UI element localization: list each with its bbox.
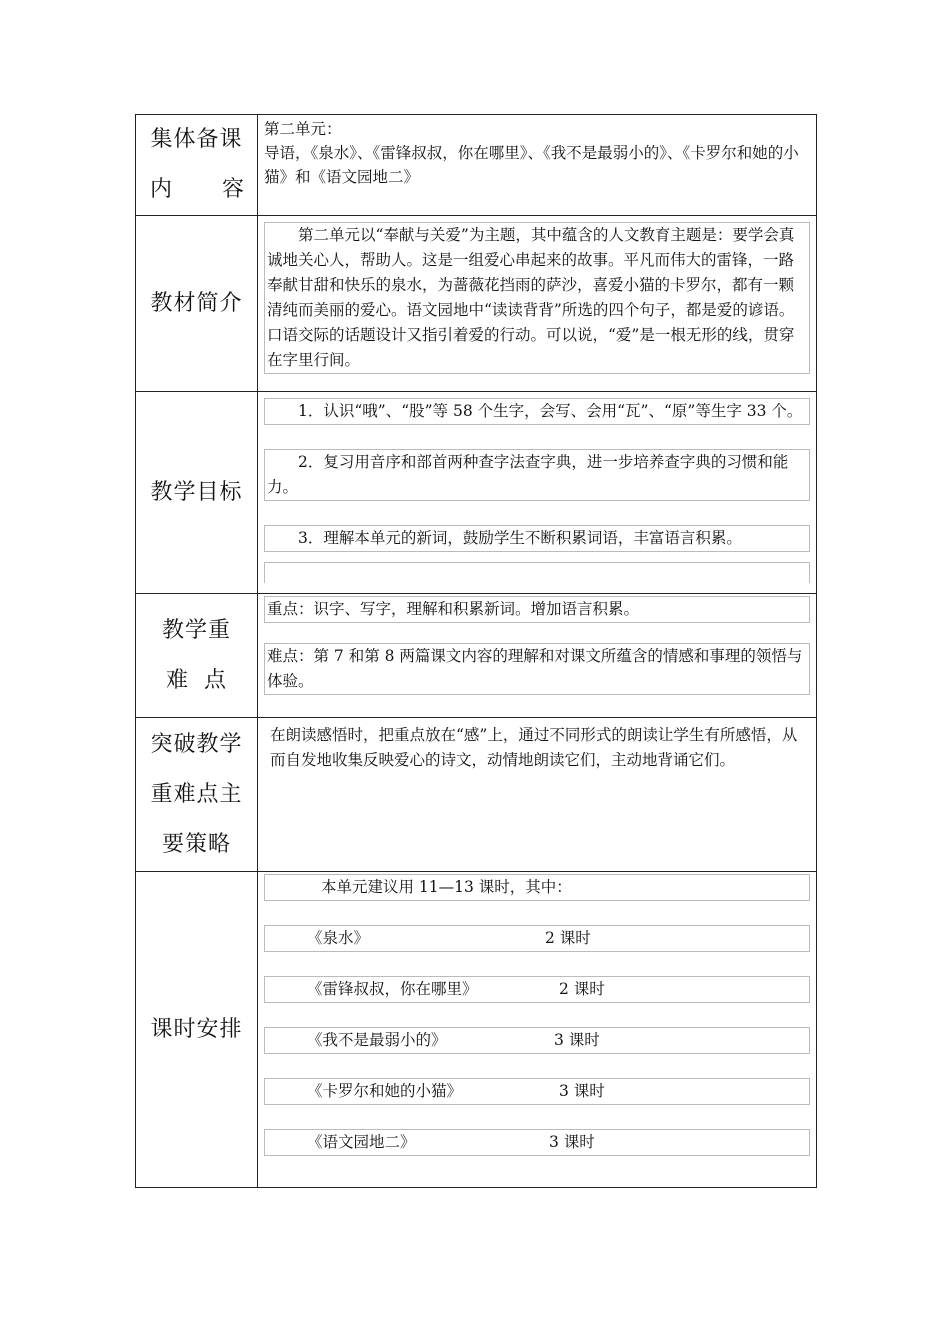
goal-item: 3．理解本单元的新词，鼓励学生不断积累词语，丰富语言积累。 <box>264 525 810 552</box>
goal-item: 1．认识“哦”、“股”等 58 个生字，会写、会用“瓦”、“原”等生字 33 个。 <box>264 398 810 425</box>
label-char: 难 <box>166 667 190 693</box>
row-content <box>136 115 817 216</box>
label-line <box>136 165 257 215</box>
schedule-hours: 3 课时 <box>549 1133 595 1151</box>
row-key-points <box>136 594 817 718</box>
schedule-hours: 2 课时 <box>559 980 605 998</box>
row-goals <box>136 392 817 594</box>
schedule-intro: 本单元建议用 11—13 课时，其中： <box>264 874 810 901</box>
schedule-item <box>264 1078 810 1105</box>
lesson-plan-table <box>135 114 817 1188</box>
content-strategy <box>258 718 817 872</box>
label-goals: 教学目标 <box>136 392 258 594</box>
label-line: 突破教学 <box>150 731 243 757</box>
schedule-title: 《卡罗尔和她的小猫》 <box>307 1082 463 1100</box>
content-key-points <box>258 594 817 718</box>
label-char: 点 <box>203 667 227 693</box>
schedule-title: 《雷锋叔叔，你在哪里》 <box>307 980 478 998</box>
schedule-item <box>264 925 810 952</box>
label-schedule: 课时安排 <box>136 872 258 1188</box>
schedule-hours: 3 课时 <box>559 1082 605 1100</box>
key-point: 重点：识字、写字，理解和积累新词。增加语言积累。 <box>264 596 810 623</box>
label-char: 内 <box>150 177 174 202</box>
label-char: 容 <box>221 177 245 202</box>
schedule-item <box>264 976 810 1003</box>
label-content <box>136 115 258 216</box>
label-line: 集体备课 <box>150 127 243 152</box>
label-strategy <box>136 718 258 872</box>
goal-item: 2．复习用音序和部首两种查字法查字典，进一步培养查字典的习惯和能力。 <box>264 449 810 501</box>
content-unit <box>258 115 817 216</box>
label-line: 教学重 <box>161 617 231 643</box>
goal-blank <box>264 562 810 583</box>
row-strategy <box>136 718 817 872</box>
unit-lessons: 导语，《泉水》、《雷锋叔叔，你在哪里》、《我不是最弱小的》、《卡罗尔和她的小猫》和《语文园地二》 <box>264 144 799 186</box>
schedule-item <box>264 1129 810 1156</box>
schedule-title: 《泉水》 <box>307 929 370 947</box>
content-intro <box>258 216 817 392</box>
intro-text: 第二单元以“奉献与关爱”为主题，其中蕴含的人文教育主题是：要学会真诚地关心人，帮助人。这是一组爱心串起来的故事。平凡而伟大的雷锋，一路奉献甘甜和快乐的泉水，为蔷薇花挡雨的萨沙，喜爱小猫的卡罗尔，都有一颗清纯而美丽的爱心。语文园地中“读读背背”所选的四个句子，都是爱的谚语。口语交际的话题设计又指引着爱的行动。可以说，“爱”是一根无形的线，贯穿在字里行间。 <box>264 222 810 374</box>
unit-title: 第二单元： <box>264 120 342 138</box>
row-intro <box>136 216 817 392</box>
label-intro: 教材简介 <box>136 216 258 392</box>
difficult-point: 难点：第 7 和第 8 两篇课文内容的理解和对课文所蕴含的情感和事理的领悟与体验。 <box>264 643 810 695</box>
label-line: 重难点主 <box>150 781 243 807</box>
label-line: 要策略 <box>161 831 231 857</box>
schedule-item <box>264 1027 810 1054</box>
schedule-hours: 3 课时 <box>554 1031 600 1049</box>
content-schedule <box>258 872 817 1188</box>
row-schedule <box>136 872 817 1188</box>
schedule-title: 《语文园地二》 <box>307 1133 416 1151</box>
label-key-points <box>136 594 258 718</box>
schedule-title: 《我不是最弱小的》 <box>307 1031 447 1049</box>
strategy-text: 在朗读感悟时，把重点放在“感”上，通过不同形式的朗读让学生有所感悟，从而自发地收集反映爱心的诗文，动情地朗读它们，主动地背诵它们。 <box>270 726 798 769</box>
label-line <box>136 656 257 706</box>
schedule-hours: 2 课时 <box>545 929 591 947</box>
content-goals <box>258 392 817 594</box>
